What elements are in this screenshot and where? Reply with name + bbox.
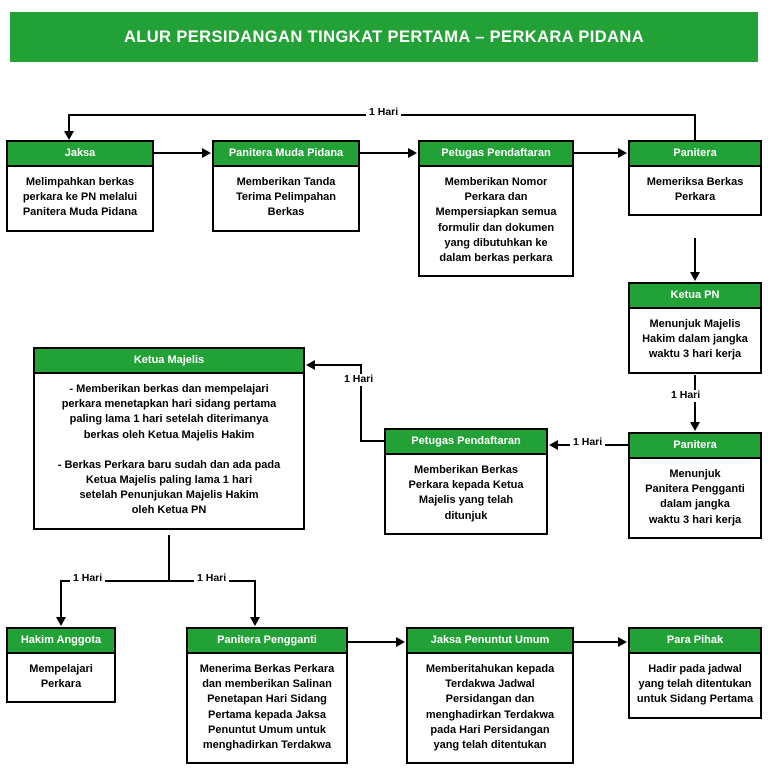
node-panitera-muda-pidana-header: Panitera Muda Pidana bbox=[214, 142, 358, 167]
node-para-pihak-header: Para Pihak bbox=[630, 629, 760, 654]
arrowhead-panitera-muda-to-petugas-1 bbox=[408, 148, 417, 158]
arrowhead-ketua-pn-to-panitera-2 bbox=[690, 422, 700, 431]
node-petugas-pendaftaran-2 bbox=[384, 428, 548, 535]
edge-label-ketuamajelis-panitera-pengganti-1-hari: 1 Hari bbox=[194, 573, 229, 585]
node-panitera-pengganti-body: Menerima Berkas Perkara dan memberikan Salinan Penetapan Hari Sidang Pertama kepada Jaksa Penuntut Umum untuk menghadirkan Terdakwa bbox=[199, 663, 335, 751]
node-ketua-majelis bbox=[33, 347, 305, 530]
node-panitera-1-body: Memeriksa Berkas Perkara bbox=[646, 176, 744, 204]
node-petugas-pendaftaran-2-header: Petugas Pendaftaran bbox=[386, 430, 546, 455]
node-panitera-pengganti-header: Panitera Pengganti bbox=[188, 629, 346, 654]
node-panitera-pengganti bbox=[186, 627, 348, 764]
edge-to-hakim-anggota-vertical bbox=[60, 580, 62, 618]
edge-panitera-1-to-ketua-pn bbox=[694, 238, 696, 272]
edge-jpu-to-para-pihak bbox=[574, 641, 618, 643]
edge-label-panitera2-petugas-1-hari: 1 Hari bbox=[570, 437, 605, 449]
node-hakim-anggota-header: Hakim Anggota bbox=[8, 629, 114, 654]
node-hakim-anggota bbox=[6, 627, 116, 703]
node-ketua-pn-body: Menunjuk Majelis Hakim dalam jangka waktu 3 hari kerja bbox=[642, 318, 748, 361]
edge-jaksa-to-panitera-muda bbox=[154, 152, 202, 154]
edge-top-loop-left-vertical bbox=[68, 114, 70, 132]
edge-panitera-pengganti-to-jpu bbox=[348, 641, 396, 643]
arrowhead-petugas-2-to-ketua-majelis bbox=[306, 360, 315, 370]
edge-petugas-2-to-ketua-majelis-upper bbox=[360, 440, 386, 442]
arrowhead-to-hakim-anggota bbox=[56, 617, 66, 626]
node-jaksa-header: Jaksa bbox=[8, 142, 152, 167]
arrowhead-to-panitera-pengganti bbox=[250, 617, 260, 626]
diagram-title-banner bbox=[10, 12, 758, 62]
node-petugas-pendaftaran-2-body: Memberikan Berkas Perkara kepada Ketua Majelis yang telah ditunjuk bbox=[408, 464, 524, 522]
node-panitera-1-header: Panitera bbox=[630, 142, 760, 167]
edge-label-ketuamajelis-hakim-1-hari: 1 Hari bbox=[70, 573, 105, 585]
node-petugas-pendaftaran-1 bbox=[418, 140, 574, 277]
node-panitera-2-header: Panitera bbox=[630, 434, 760, 459]
edge-label-petugas2-ketuamajelis-1-hari: 1 Hari bbox=[341, 374, 376, 386]
node-ketua-pn-header: Ketua PN bbox=[630, 284, 760, 309]
node-panitera-1 bbox=[628, 140, 762, 216]
node-petugas-pendaftaran-1-body: Memberikan Nomor Perkara dan Mempersiapkan semua formulir dan dokumen yang dibutuhkan ke dalam berkas perkara bbox=[435, 176, 557, 264]
node-jaksa-body: Melimpahkan berkas perkara ke PN melalui Panitera Muda Pidana bbox=[22, 176, 138, 219]
arrowhead-petugas-1-to-panitera-1 bbox=[618, 148, 627, 158]
arrowhead-panitera-pengganti-to-jpu bbox=[396, 637, 405, 647]
arrowhead-panitera-1-to-ketua-pn bbox=[690, 272, 700, 281]
node-ketua-majelis-body: - Memberikan berkas dan mempelajari perkara menetapkan hari sidang pertama paling lama 1 hari setelah diterimanya berkas oleh Ketua Majelis Hakim - Berkas Perkara baru sudah dan ada pada Ketua Majelis paling lama 1 hari setelah Penunjukan Majelis Hakim oleh Ketua PN bbox=[57, 383, 281, 517]
arrowhead-jpu-to-para-pihak bbox=[618, 637, 627, 647]
node-panitera-2 bbox=[628, 432, 762, 539]
node-jaksa-penuntut-umum bbox=[406, 627, 574, 764]
arrowhead-jaksa-to-panitera-muda bbox=[202, 148, 211, 158]
edge-petugas-2-to-ketua-majelis-horizontal bbox=[315, 364, 361, 366]
arrowhead-panitera-2-to-petugas-2 bbox=[549, 440, 558, 450]
node-jaksa-penuntut-umum-body: Memberitahukan kepada Terdakwa Jadwal Persidangan dan menghadirkan Terdakwa pada Hari Persidangan yang telah ditentukan bbox=[425, 663, 555, 751]
edge-top-loop-right-vertical bbox=[694, 114, 696, 142]
node-ketua-majelis-header: Ketua Majelis bbox=[35, 349, 303, 374]
page-title: ALUR PERSIDANGAN TINGKAT PERTAMA – PERKARA PIDANA bbox=[123, 27, 645, 46]
edge-petugas-1-to-panitera-1 bbox=[574, 152, 618, 154]
node-para-pihak-body: Hadir pada jadwal yang telah ditentukan untuk Sidang Pertama bbox=[636, 663, 754, 706]
edge-label-ketuapn-panitera-1-hari: 1 Hari bbox=[668, 390, 703, 402]
node-panitera-muda-pidana bbox=[212, 140, 360, 232]
node-ketua-pn bbox=[628, 282, 762, 374]
node-jaksa-penuntut-umum-header: Jaksa Penuntut Umum bbox=[408, 629, 572, 654]
edge-ketua-majelis-down-stub bbox=[168, 535, 170, 580]
node-para-pihak bbox=[628, 627, 762, 719]
node-panitera-muda-pidana-body: Memberikan Tanda Terima Pelimpahan Berkas bbox=[235, 176, 337, 219]
arrowhead-top-loop-to-jaksa bbox=[64, 131, 74, 140]
node-panitera-2-body: Menunjuk Panitera Pengganti dalam jangka waktu 3 hari kerja bbox=[645, 468, 745, 526]
node-jaksa bbox=[6, 140, 154, 232]
edge-panitera-muda-to-petugas-1 bbox=[360, 152, 408, 154]
node-petugas-pendaftaran-1-header: Petugas Pendaftaran bbox=[420, 142, 572, 167]
edge-to-panitera-pengganti-vertical bbox=[254, 580, 256, 618]
edge-label-top-1-hari: 1 Hari bbox=[366, 107, 401, 119]
node-hakim-anggota-body: Mempelajari Perkara bbox=[29, 663, 93, 691]
